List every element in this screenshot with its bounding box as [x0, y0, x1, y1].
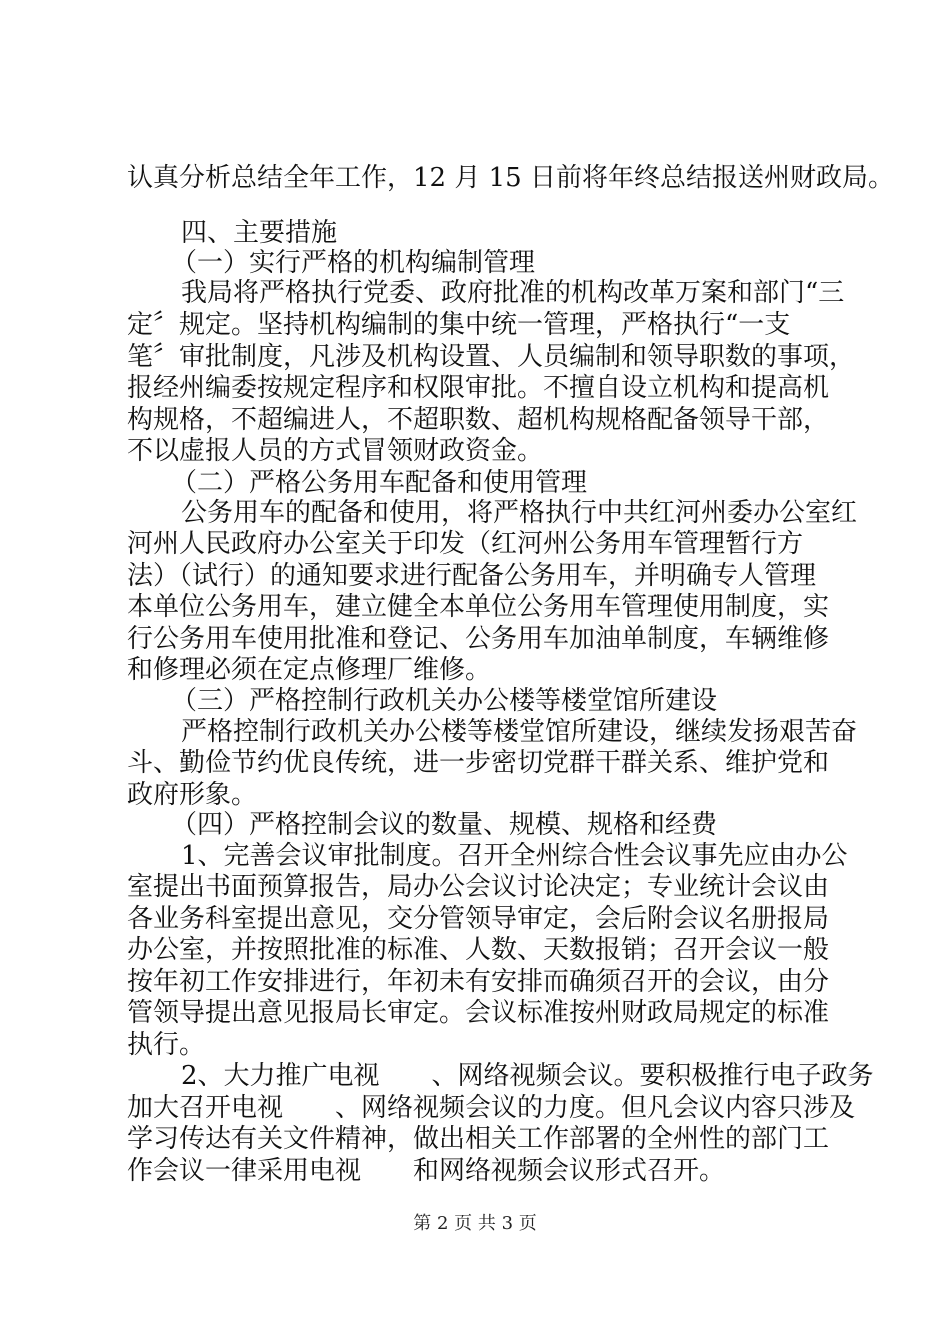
- text-line-31: 学习传达有关文件精神，做出相关工作部署的全州性的部门工: [127, 1124, 830, 1154]
- section-heading-measures: 四、主要措施: [181, 218, 338, 248]
- text-line-24: 各业务科室提出意见，交分管领导审定，会后附会议名册报局: [127, 904, 830, 934]
- text-line-27: 管领导提出意见报局长审定。会议标准按州财政局规定的标准: [127, 998, 830, 1028]
- text-line-22: 1、完善会议审批制度。召开全州综合性会议事先应由办公: [181, 841, 848, 871]
- text-line-1: 认真分析总结全年工作，12 月 15 日前将年终总结报送州财政局。: [127, 163, 894, 193]
- text-line-7: 报经州编委按规定程序和权限审批。不擅自设立机构和提高机: [127, 373, 830, 403]
- text-line-11: 公务用车的配备和使用，将严格执行中共红河州委办公室红: [181, 498, 858, 528]
- text-line-26: 按年初工作安排进行，年初未有安排而确须召开的会议，由分: [127, 967, 830, 997]
- text-line-30: 加大召开电视 、网络视频会议的力度。但凡会议内容只涉及: [127, 1093, 856, 1123]
- text-line-12: 河州人民政府办公室关于印发（红河州公务用车管理暂行方: [127, 529, 804, 559]
- text-line-8: 构规格，不超编进人，不超职数、超机构规格配备领导干部，: [127, 405, 830, 435]
- text-line-28: 执行。: [127, 1030, 206, 1060]
- subsection-heading-3: （三）严格控制行政机关办公楼等楼堂馆所建设: [171, 686, 718, 716]
- subsection-heading-1: （一）实行严格的机构编制管理: [171, 248, 536, 278]
- text-line-9: 不以虚报人员的方式冒领财政资金。: [127, 436, 544, 466]
- text-line-23: 室提出书面预算报告，局办公会议讨论决定；专业统计会议由: [127, 872, 830, 902]
- text-line-19: 斗、勤俭节约优良传统，进一步密切党群干群关系、维护党和: [127, 748, 830, 778]
- text-line-5: 定〞规定。坚持机构编制的集中统一管理，严格执行“一支: [127, 310, 791, 340]
- text-line-6: 笔〞审批制度，凡涉及机构设置、人员编制和领导职数的事项，: [127, 342, 856, 372]
- text-line-18: 严格控制行政机关办公楼等楼堂馆所建设，继续发扬艰苦奋: [181, 717, 858, 747]
- text-line-20: 政府形象。: [127, 780, 258, 810]
- text-line-4: 我局将严格执行党委、政府批准的机构改革万案和部门“三: [181, 278, 845, 308]
- subsection-heading-4: （四）严格控制会议的数量、规模、规格和经费: [171, 810, 718, 840]
- subsection-heading-2: （二）严格公务用车配备和使用管理: [171, 468, 588, 498]
- text-line-25: 办公室，并按照批准的标准、人数、天数报销；召开会议一般: [127, 935, 830, 965]
- text-line-14: 本单位公务用车，建立健全本单位公务用车管理使用制度，实: [127, 592, 830, 622]
- page-footer: 第 2 页 共 3 页: [413, 1213, 537, 1234]
- text-line-29: 2、大力推广电视 、网络视频会议。要积极推行电子政务: [181, 1061, 874, 1091]
- text-line-32: 作会议一律采用电视 和网络视频会议形式召开。: [127, 1156, 726, 1186]
- text-line-13: 法）（试行）的通知要求进行配备公务用车，并明确专人管理: [127, 561, 817, 591]
- text-line-15: 行公务用车使用批准和登记、公务用车加油单制度，车辆维修: [127, 624, 830, 654]
- text-line-16: 和修理必须在定点修理厂维修。: [127, 655, 492, 685]
